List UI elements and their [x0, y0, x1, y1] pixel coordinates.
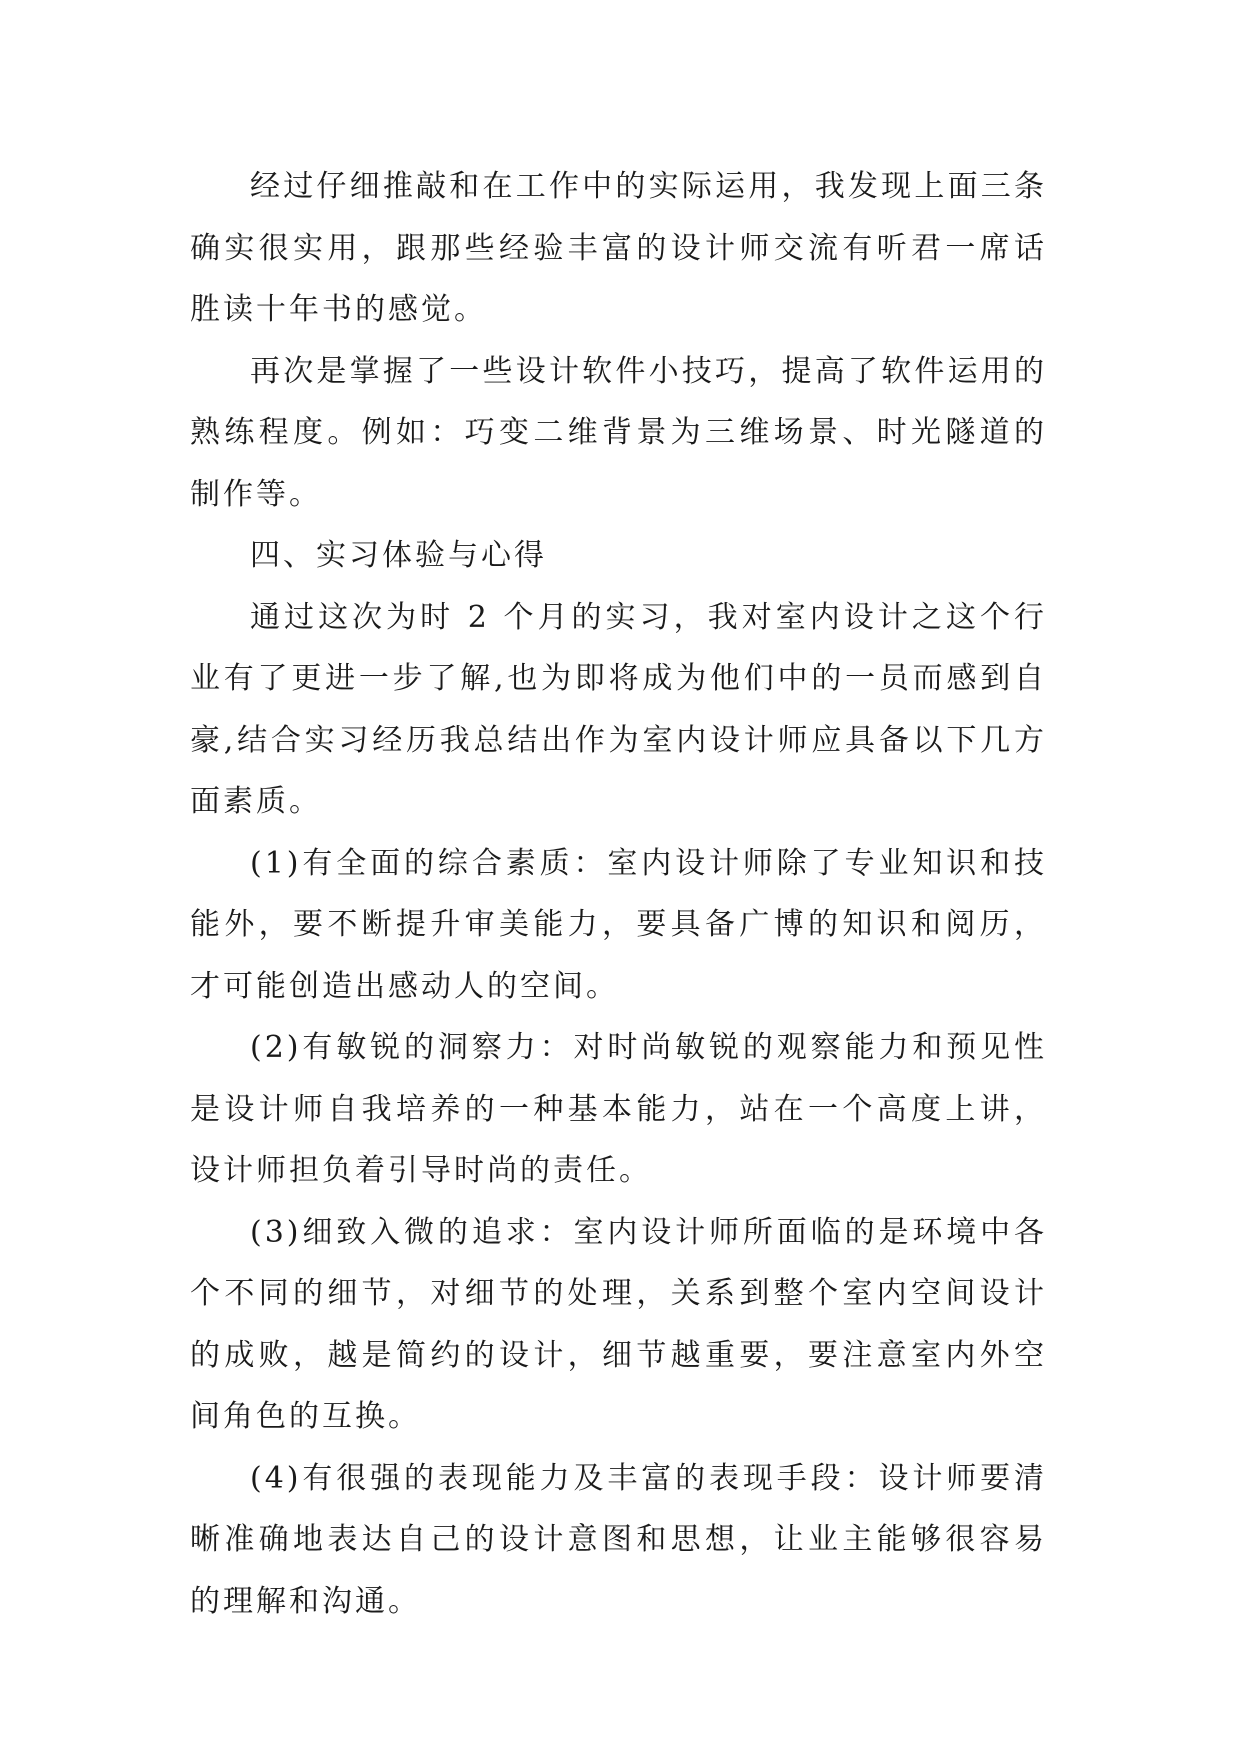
paragraph-software-skills: 再次是掌握了一些设计软件小技巧，提高了软件运用的熟练程度。例如：巧变二维背景为三维场景、时光隧道的制作等。 [190, 353, 1047, 512]
section-heading-internship-experience: 四、实习体验与心得 [250, 538, 547, 573]
list-item-attention-to-detail: (3)细致入微的追求：室内设计师所面临的是环境中各个不同的细节，对细节的处理，关系到整个室内空间设计的成败，越是简约的设计，细节越重要，要注意室内外空间角色的互换。 [190, 1214, 1047, 1434]
list-item-comprehensive-quality: (1)有全面的综合素质：室内设计师除了专业知识和技能外，要不断提升审美能力，要具备广博的知识和阅历，才可能创造出感动人的空间。 [190, 845, 1047, 1004]
list-item-insight: (2)有敏锐的洞察力：对时尚敏锐的观察能力和预见性是设计师自我培养的一种基本能力，站在一个高度上讲，设计师担负着引导时尚的责任。 [190, 1030, 1047, 1188]
document-body [190, 156, 1047, 1632]
list-item-expression-ability: (4)有很强的表现能力及丰富的表现手段：设计师要清晰准确地表达自己的设计意图和思想，让业主能够很容易的理解和沟通。 [190, 1460, 1047, 1619]
paragraph-practical-application: 经过仔细推敲和在工作中的实际运用，我发现上面三条确实很实用，跟那些经验丰富的设计师交流有听君一席话胜读十年书的感觉。 [190, 169, 1047, 327]
paragraph-internship-summary: 通过这次为时 2 个月的实习，我对室内设计之这个行业有了更进一步了解,也为即将成为他们中的一员而感到自豪,结合实习经历我总结出作为室内设计师应具备以下几方面素质。 [190, 599, 1047, 819]
